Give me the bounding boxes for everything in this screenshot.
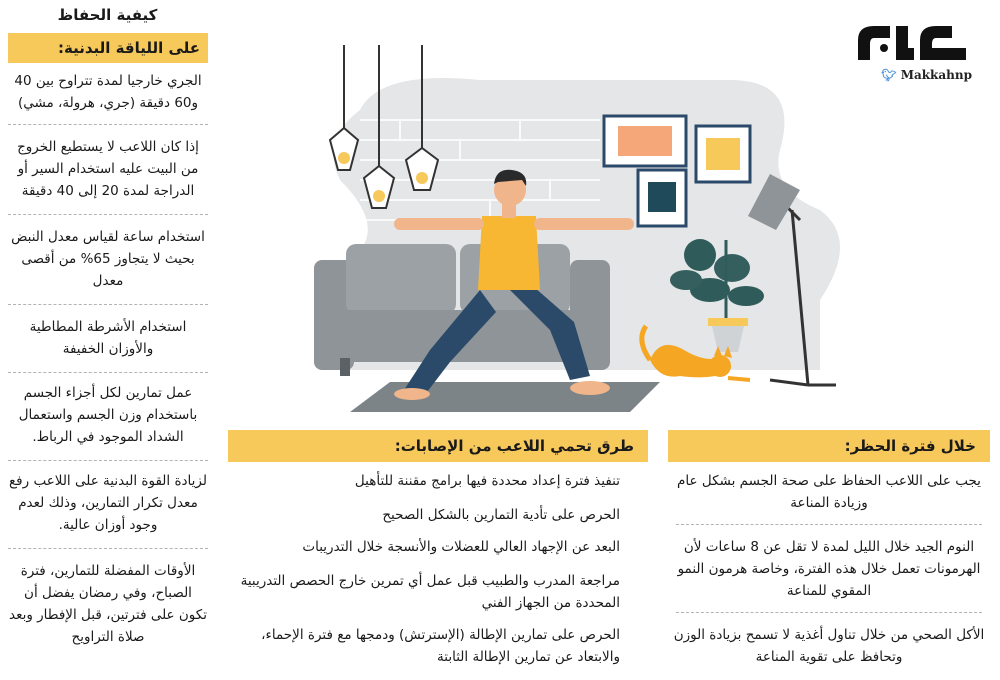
list-item: البعد عن الإجهاد العالي للعضلات والأنسجة خلال التدريبات (302, 539, 620, 555)
left-banner: على اللياقة البدنية: (8, 33, 208, 63)
list-item: إذا كان اللاعب لا يستطيع الخروج من البيت عليه استخدام السير أو الدراجة لمدة 20 إلى 40 دقيقة (17, 139, 199, 199)
injury-prevention-banner: طرق تحمي اللاعب من الإصابات: (228, 430, 648, 462)
list-item: لزيادة القوة البدنية على اللاعب رفع معدل تكرار التمارين، وذلك لعدم وجود أوزان عالية. (9, 473, 207, 533)
logo-handle: 🐦︎ Makkahnp (881, 68, 972, 82)
fitness-tips-column (0, 0, 215, 680)
list-item: الحرص على تمارين الإطالة (الإسترتش) ودمجها مع فترة الإحماء، والابتعاد عن تمارين الإطالة الثابتة (261, 627, 620, 665)
divider (8, 304, 208, 305)
list-item: الجري خارجيا لمدة تتراوح بين 40 و60 دقيقة (جري، هرولة، مشي) (14, 73, 202, 111)
list-item: مراجعة المدرب والطبيب قبل عمل أي تمرين خارج الحصص التدريبية المحددة من الجهاز الفني (240, 573, 620, 611)
twitter-bird-icon: 🐦︎ (881, 68, 897, 82)
divider (8, 124, 208, 125)
list-item: عمل تمارين لكل أجزاء الجسم باستخدام وزن الجسم واستعمال الشداد الموجود في الرباط. (18, 385, 198, 445)
divider (676, 524, 982, 525)
makkah-logo-mark (852, 20, 972, 66)
workout-illustration (300, 40, 860, 420)
list-item: تنفيذ فترة إعداد محددة فيها برامج مقننة للتأهيل (354, 473, 620, 489)
list-item: الأكل الصحي من خلال تناول أغذية لا تسمح بزيادة الوزن وتحافظ على تقوية المناعة (673, 627, 985, 665)
divider (8, 548, 208, 549)
list-item: الحرص على تأدية التمارين بالشكل الصحيح (382, 507, 620, 523)
divider (8, 372, 208, 373)
list-item: الأوقات المفضلة للتمارين، فترة الصباح، وفي رمضان يفضل أن تكون على فترتين، قبل الإفطار وبعد صلاة التراويح (8, 563, 207, 645)
divider (8, 460, 208, 461)
list-item: استخدام ساعة لقياس معدل النبض بحيث لا يتجاوز 65% من أقصى معدل (11, 229, 205, 289)
makkah-logo (852, 20, 972, 90)
lockdown-banner: خلال فترة الحظر: (668, 430, 990, 462)
divider (676, 612, 982, 613)
left-title: كيفية الحفاظ (57, 6, 158, 24)
list-item: يجب على اللاعب الحفاظ على صحة الجسم بشكل عام وزيادة المناعة (677, 473, 981, 511)
divider (8, 214, 208, 215)
list-item: النوم الجيد خلال الليل لمدة لا تقل عن 8 ساعات لأن الهرمونات تعمل خلال هذه الفترة، وخاصة هرمون النمو المقوي للمناعة (677, 539, 981, 599)
list-item: استخدام الأشرطة المطاطية والأوزان الخفيفة (29, 319, 187, 357)
